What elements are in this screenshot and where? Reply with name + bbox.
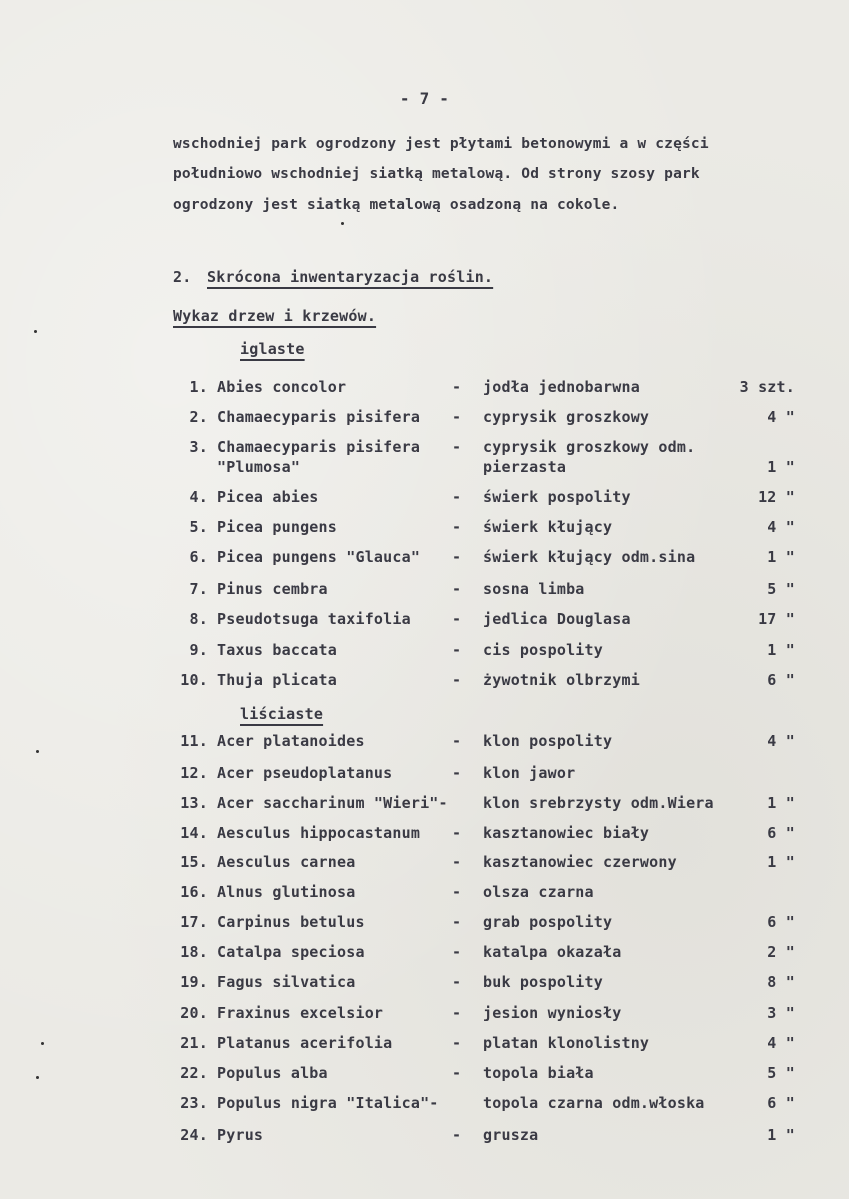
separator-dash: - bbox=[452, 488, 462, 506]
quantity: 4 " bbox=[767, 732, 795, 750]
latin-name-cont: "Plumosa" bbox=[217, 458, 301, 476]
separator-dash: - bbox=[452, 883, 462, 901]
paragraph-line: wschodniej park ogrodzony jest płytami betonowymi a w części bbox=[173, 136, 709, 152]
polish-name: cyprysik groszkowy odm. bbox=[483, 438, 696, 456]
polish-name: jesion wyniosły bbox=[483, 1004, 622, 1022]
latin-name: Pyrus bbox=[217, 1126, 264, 1144]
item-number: 18. bbox=[180, 943, 208, 961]
item-number: 24. bbox=[180, 1126, 208, 1144]
latin-name: Picea pungens "Glauca" bbox=[217, 548, 421, 566]
polish-name: świerk kłujący odm.sina bbox=[483, 548, 696, 566]
quantity: 5 " bbox=[767, 1064, 795, 1082]
polish-name: klon pospolity bbox=[483, 732, 613, 750]
separator-dash: - bbox=[452, 610, 462, 628]
separator-dash: - bbox=[452, 824, 462, 842]
section-title: Skrócona inwentaryzacja roślin. bbox=[207, 268, 494, 286]
item-number: 2. bbox=[189, 408, 208, 426]
separator-dash: - bbox=[452, 518, 462, 536]
separator-dash: - bbox=[452, 764, 462, 782]
item-number: 6. bbox=[189, 548, 208, 566]
quantity: 3 szt. bbox=[739, 378, 795, 396]
polish-name: świerk pospolity bbox=[483, 488, 631, 506]
quantity: 4 " bbox=[767, 1034, 795, 1052]
latin-name: Aesculus carnea bbox=[217, 853, 356, 871]
latin-name: Acer platanoides bbox=[217, 732, 365, 750]
quantity: 12 " bbox=[758, 488, 795, 506]
separator-dash: - bbox=[452, 943, 462, 961]
item-number: 12. bbox=[180, 764, 208, 782]
quantity: 1 " bbox=[767, 794, 795, 812]
separator-dash: - bbox=[452, 378, 462, 396]
quantity: 5 " bbox=[767, 580, 795, 598]
quantity: 6 " bbox=[767, 824, 795, 842]
polish-name: grusza bbox=[483, 1126, 539, 1144]
polish-name: buk pospolity bbox=[483, 973, 603, 991]
quantity: 1 " bbox=[767, 458, 795, 476]
latin-name: Carpinus betulus bbox=[217, 913, 365, 931]
polish-name: cis pospolity bbox=[483, 641, 603, 659]
latin-name: Picea abies bbox=[217, 488, 319, 506]
quantity: 4 " bbox=[767, 408, 795, 426]
polish-name: sosna limba bbox=[483, 580, 585, 598]
item-number: 19. bbox=[180, 973, 208, 991]
separator-dash: - bbox=[452, 1034, 462, 1052]
ink-speck bbox=[341, 222, 344, 225]
polish-name: katalpa okazała bbox=[483, 943, 622, 961]
separator-dash: - bbox=[452, 973, 462, 991]
quantity: 2 " bbox=[767, 943, 795, 961]
polish-name: jodła jednobarwna bbox=[483, 378, 640, 396]
polish-name: jedlica Douglasa bbox=[483, 610, 631, 628]
separator-dash: - bbox=[452, 671, 462, 689]
polish-name: grab pospolity bbox=[483, 913, 613, 931]
latin-name: Abies concolor bbox=[217, 378, 347, 396]
polish-name: topola czarna odm.włoska bbox=[483, 1094, 705, 1112]
ink-speck bbox=[41, 1042, 44, 1045]
polish-name: kasztanowiec biały bbox=[483, 824, 650, 842]
separator-dash: - bbox=[452, 548, 462, 566]
quantity: 8 " bbox=[767, 973, 795, 991]
latin-name: Chamaecyparis pisifera bbox=[217, 408, 421, 426]
quantity: 3 " bbox=[767, 1004, 795, 1022]
item-number: 8. bbox=[189, 610, 208, 628]
item-number: 10. bbox=[180, 671, 208, 689]
quantity: 17 " bbox=[758, 610, 795, 628]
quantity: 6 " bbox=[767, 671, 795, 689]
item-number: 14. bbox=[180, 824, 208, 842]
item-number: 21. bbox=[180, 1034, 208, 1052]
polish-name: klon jawor bbox=[483, 764, 576, 782]
page-number: - 7 - bbox=[399, 89, 450, 108]
latin-name: Pseudotsuga taxifolia bbox=[217, 610, 411, 628]
polish-name: platan klonolistny bbox=[483, 1034, 650, 1052]
item-number: 4. bbox=[189, 488, 208, 506]
latin-name: Platanus acerifolia bbox=[217, 1034, 393, 1052]
quantity: 1 " bbox=[767, 548, 795, 566]
separator-dash: - bbox=[452, 853, 462, 871]
item-number: 20. bbox=[180, 1004, 208, 1022]
item-number: 15. bbox=[180, 853, 208, 871]
polish-name-cont: pierzasta bbox=[483, 458, 567, 476]
quantity: 6 " bbox=[767, 913, 795, 931]
group-heading-iglaste: iglaste bbox=[240, 340, 305, 358]
section-number: 2. bbox=[173, 268, 192, 286]
separator-dash: - bbox=[452, 438, 462, 456]
item-number: 11. bbox=[180, 732, 208, 750]
item-number: 5. bbox=[189, 518, 208, 536]
separator-dash: - bbox=[452, 408, 462, 426]
paragraph-line: ogrodzony jest siatką metalową osadzoną na cokole. bbox=[173, 197, 620, 213]
latin-name: Fagus silvatica bbox=[217, 973, 356, 991]
paragraph-line: południowo wschodniej siatką metalową. Od strony szosy park bbox=[173, 166, 700, 182]
latin-name: Thuja plicata bbox=[217, 671, 337, 689]
latin-name: Pinus cembra bbox=[217, 580, 328, 598]
latin-name: Acer saccharinum "Wieri"- bbox=[217, 794, 448, 812]
group-heading-lisciaste: liściaste bbox=[240, 705, 324, 723]
polish-name: klon srebrzysty odm.Wiera bbox=[483, 794, 714, 812]
latin-name: Populus alba bbox=[217, 1064, 328, 1082]
quantity: 6 " bbox=[767, 1094, 795, 1112]
polish-name: olsza czarna bbox=[483, 883, 594, 901]
item-number: 9. bbox=[189, 641, 208, 659]
polish-name: świerk kłujący bbox=[483, 518, 613, 536]
polish-name: cyprysik groszkowy bbox=[483, 408, 650, 426]
quantity: 1 " bbox=[767, 853, 795, 871]
item-number: 22. bbox=[180, 1064, 208, 1082]
latin-name: Taxus baccata bbox=[217, 641, 337, 659]
item-number: 16. bbox=[180, 883, 208, 901]
quantity: 1 " bbox=[767, 1126, 795, 1144]
item-number: 3. bbox=[189, 438, 208, 456]
separator-dash: - bbox=[452, 1004, 462, 1022]
latin-name: Acer pseudoplatanus bbox=[217, 764, 393, 782]
separator-dash: - bbox=[452, 732, 462, 750]
item-number: 17. bbox=[180, 913, 208, 931]
latin-name: Fraxinus excelsior bbox=[217, 1004, 384, 1022]
ink-speck bbox=[34, 330, 37, 333]
list-heading: Wykaz drzew i krzewów. bbox=[173, 307, 377, 325]
latin-name: Catalpa speciosa bbox=[217, 943, 365, 961]
polish-name: kasztanowiec czerwony bbox=[483, 853, 677, 871]
item-number: 13. bbox=[180, 794, 208, 812]
separator-dash: - bbox=[452, 641, 462, 659]
item-number: 7. bbox=[189, 580, 208, 598]
latin-name: Populus nigra "Italica"- bbox=[217, 1094, 439, 1112]
polish-name: żywotnik olbrzymi bbox=[483, 671, 640, 689]
ink-speck bbox=[36, 1076, 39, 1079]
separator-dash: - bbox=[452, 913, 462, 931]
quantity: 4 " bbox=[767, 518, 795, 536]
separator-dash: - bbox=[452, 1064, 462, 1082]
latin-name: Aesculus hippocastanum bbox=[217, 824, 421, 842]
latin-name: Chamaecyparis pisifera bbox=[217, 438, 421, 456]
separator-dash: - bbox=[452, 580, 462, 598]
item-number: 23. bbox=[180, 1094, 208, 1112]
item-number: 1. bbox=[189, 378, 208, 396]
separator-dash: - bbox=[452, 1126, 462, 1144]
latin-name: Alnus glutinosa bbox=[217, 883, 356, 901]
ink-speck bbox=[36, 750, 39, 753]
quantity: 1 " bbox=[767, 641, 795, 659]
latin-name: Picea pungens bbox=[217, 518, 337, 536]
polish-name: topola biała bbox=[483, 1064, 594, 1082]
